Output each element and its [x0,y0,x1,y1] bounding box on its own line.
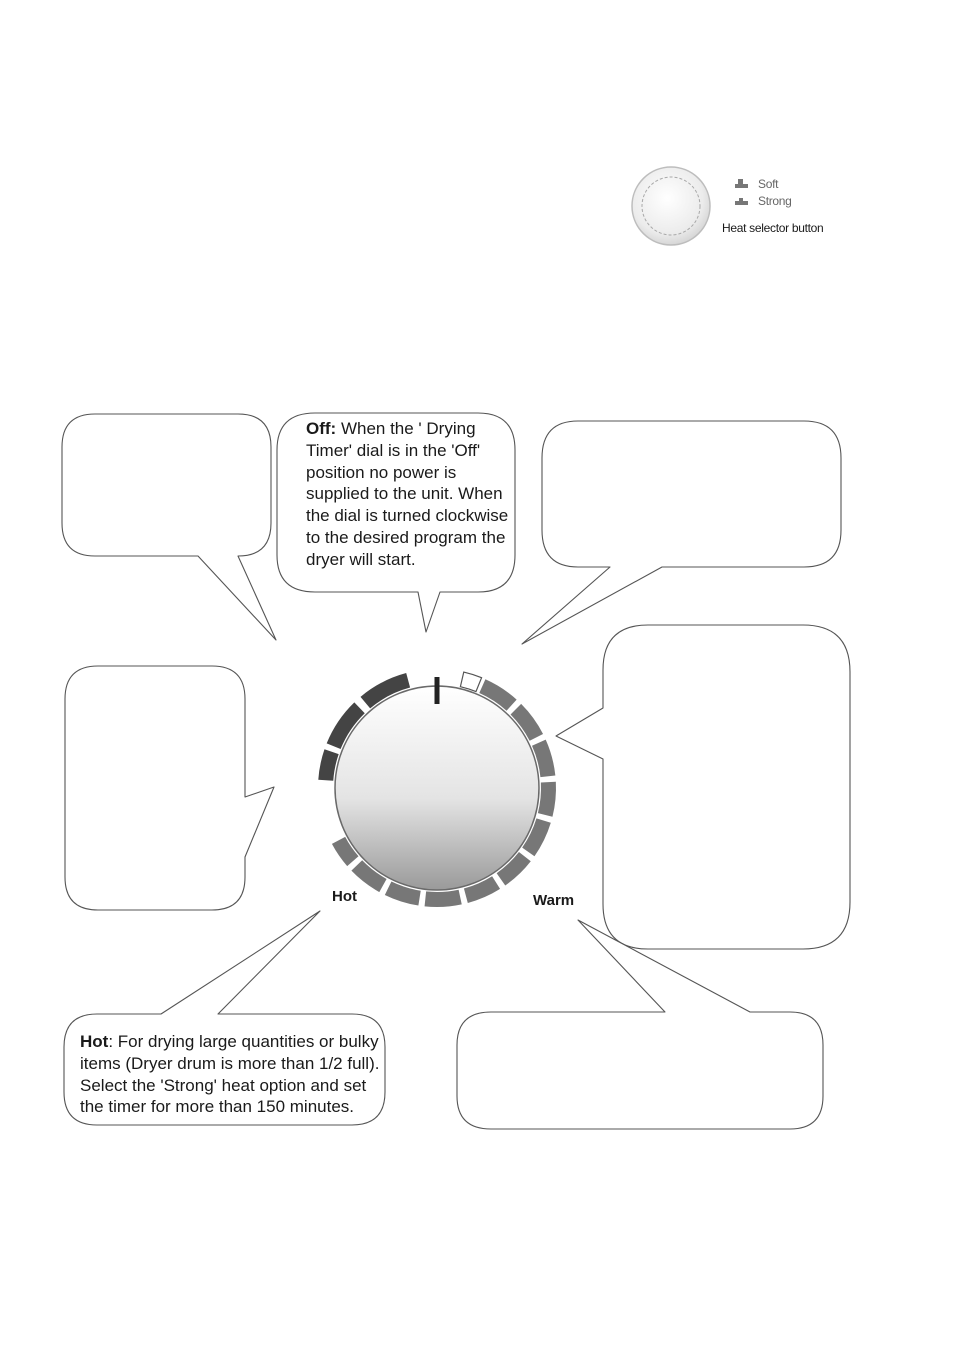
strong-label: Strong [758,194,792,208]
dial-pointer [435,677,440,704]
heat-selector-knob[interactable] [632,167,710,245]
off-body: When the ' Drying Timer' dial is in the 'Off' position no power is supplied to the unit. When the dial is turned clockwise to the desired program the dryer will start. [306,419,509,569]
drying-timer-dial[interactable] [318,672,556,907]
callout-bubble-warm [457,920,823,1129]
off-description [306,418,512,571]
hot-heading: Hot [80,1032,109,1051]
soft-label: Soft [758,177,779,191]
soft-indicator-icon [735,179,748,188]
dial-segment-warm [538,782,556,817]
callout-bubble-top-right [522,421,841,644]
dial-segment-off [460,672,481,692]
heat-selector-caption: Heat selector button [722,221,824,235]
dial-warm-label: Warm [533,892,575,909]
off-heading: Off: [306,419,337,438]
dial-hot-label: Hot [332,888,357,905]
hot-body: : For drying large quantities or bulky items (Dryer drum is more than 1/2 full). Select the 'Strong' heat option and set the timer for more than 150 minutes. [80,1032,380,1117]
strong-indicator-icon [735,198,748,205]
callout-bubble-right [556,625,850,949]
callout-bubble-left [65,666,274,910]
callout-bubble-top-left [62,414,276,640]
hot-description [80,1031,390,1118]
dial-segment-warm [425,890,462,907]
